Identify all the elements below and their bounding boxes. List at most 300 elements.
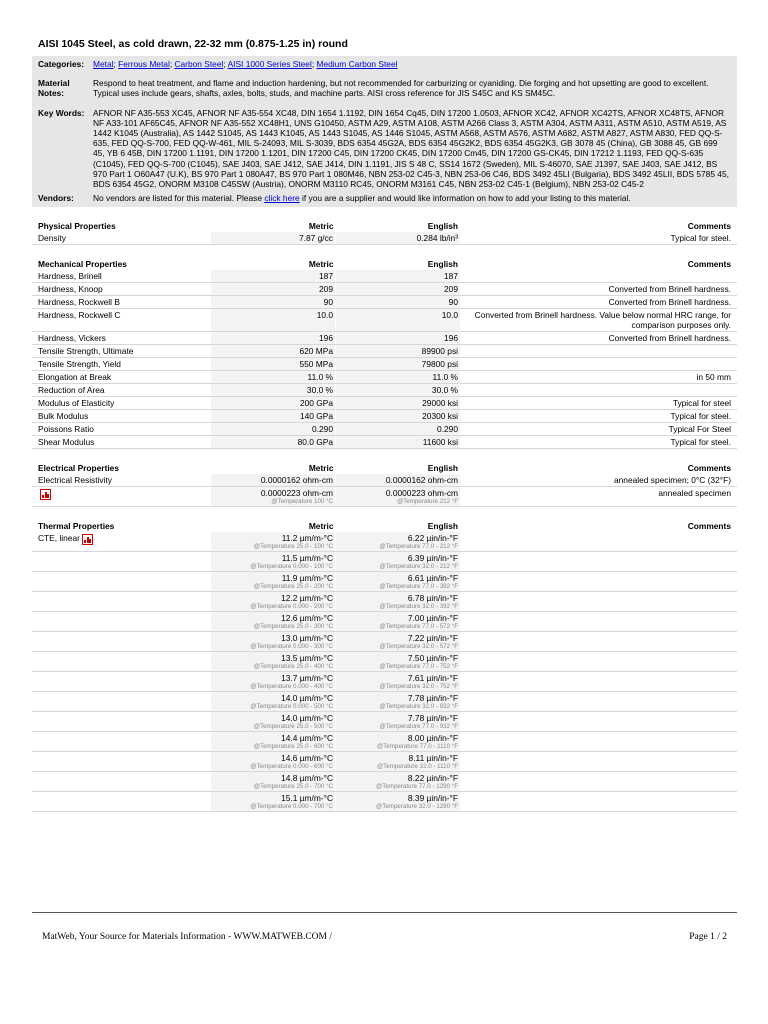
physical-properties-heading: Physical Properties bbox=[38, 221, 116, 232]
metric-value-cell bbox=[211, 712, 336, 732]
english-value: 196 bbox=[444, 333, 458, 344]
english-heading: English bbox=[427, 221, 458, 232]
chart-icon[interactable] bbox=[40, 489, 51, 500]
english-condition: @Temperature 32.0 - 1110 °F bbox=[376, 763, 458, 771]
electrical-properties-table bbox=[32, 461, 737, 507]
english-heading: English bbox=[427, 521, 458, 532]
metric-heading: Metric bbox=[308, 463, 334, 474]
english-value-cell bbox=[336, 423, 461, 436]
property-row bbox=[32, 474, 737, 487]
property-name-cell bbox=[32, 436, 211, 449]
property-name-cell bbox=[32, 672, 211, 692]
property-name: Hardness, Rockwell B bbox=[38, 297, 120, 308]
property-comment bbox=[460, 712, 737, 732]
english-value-cell bbox=[336, 384, 461, 397]
metric-condition: @Temperature 25.0 - 600 °C bbox=[253, 743, 333, 751]
key-words-text: AFNOR NF A35-553 XC45, AFNOR NF A35-554 XC48, DIN 1654 1.1192, DIN 1654 Cq45, DIN 17200 1.0503, AFNOR XC42, AFNOR XC42TS, AFNOR XC48TS, AFNOR NF A33-101 AF65C45, AFNOR NF A35-552 XC48H1, UNS G10450, ASTM A29, ASTM A108, ASTM A266 Class 3, ASTM A304, ASTM A311, ASTM A510, ASTM A519, AS 1442 K1045 (Australia), AS 1442 S1045, AS 1443 K1045, AS 1443 S1045, AS 1446 S1045, ASTM A568, ASTM A576, ASTM A682, ASTM A827, ASTM A830, FED QQ-S-635, FED QQ-S-700, FED QQ-W-461, MIL S-24093, MIL S-3039, BDS 6354 45G2A, BDS 6354 45G2K2, BDS 6354 45G2K3, GB 3078 45 (China), GB 3088 45, GB 699 45, YB 6 45B, DIN 17200 1.1191, DIN 17200 1.1201, DIN 17200 C45, DIN 17200 CK45, DIN 17200 Cm45, DIN 17200 GS-CK45, DIN 17212 1.1193, FED QQ-S-635 (C1045), FED QQ-S-700 (C1045), SAE J403, SAE J412, SAE J414, DIN 1.1191, JIS S 48 C, SS14 1672 (Sweden), MIL S-46070, SAE J1397, SAE J403, SAE J412, BS 970 Part 1 O60A47 (U.K), BS 970 Part 1 080A47, BS 970 Part 1 080M46, NBN 253-02 C45-3, NBN 253-06 C46, BDS 3492 45LI (Bulgaria), BDS 3492 45LII, BDS 5785 45, BDS 6354 45G2, ONORM M3108 C45SW (Austria), ONORM M3110 RC45, ONORM M3161 C45, NBN 253-02 C45-1 (Belgium), NBN 253-02 C45-2 bbox=[93, 107, 729, 190]
property-row bbox=[32, 270, 737, 283]
property-row bbox=[32, 371, 737, 384]
page-footer bbox=[32, 912, 737, 942]
metric-value: 0.290 bbox=[312, 424, 333, 435]
key-words-label: Key Words: bbox=[38, 107, 85, 118]
metric-condition: @Temperature 0.000 - 300 °C bbox=[250, 643, 333, 651]
metric-value-cell bbox=[211, 612, 336, 632]
property-name: Hardness, Knoop bbox=[38, 284, 103, 295]
property-row bbox=[32, 772, 737, 792]
info-box bbox=[32, 56, 737, 207]
english-value: 7.22 µin/in-°F bbox=[407, 633, 458, 644]
english-value: 7.00 µin/in-°F bbox=[407, 613, 458, 624]
metric-value-cell bbox=[211, 410, 336, 423]
property-name: Elongation at Break bbox=[38, 372, 112, 383]
metric-value: 550 MPa bbox=[299, 359, 333, 370]
english-value-cell bbox=[336, 397, 461, 410]
metric-value: 11.5 µm/m-°C bbox=[281, 553, 333, 564]
metric-value-cell bbox=[211, 632, 336, 652]
english-value: 6.39 µin/in-°F bbox=[407, 553, 458, 564]
property-name-cell bbox=[32, 358, 211, 371]
property-row bbox=[32, 384, 737, 397]
property-row bbox=[32, 572, 737, 592]
property-comment: Converted from Brinell hardness. bbox=[460, 332, 737, 345]
english-value: 0.290 bbox=[437, 424, 458, 435]
property-name: Modulus of Elasticity bbox=[38, 398, 115, 409]
metric-value: 12.6 µm/m-°C bbox=[281, 613, 333, 624]
category-link-carbon-steel[interactable]: Carbon Steel bbox=[174, 59, 224, 69]
property-name-cell bbox=[32, 410, 211, 423]
metric-value-cell bbox=[211, 345, 336, 358]
metric-condition: @Temperature 25.0 - 100 °C bbox=[253, 543, 333, 551]
property-row bbox=[32, 632, 737, 652]
property-name-cell bbox=[32, 345, 211, 358]
metric-condition: @Temperature 25.0 - 200 °C bbox=[253, 583, 333, 591]
metric-condition: @Temperature 0.000 - 200 °C bbox=[250, 603, 333, 611]
metric-heading: Metric bbox=[308, 221, 334, 232]
property-comment: Converted from Brinell hardness. Value below normal HRC range, for comparison purposes only. bbox=[460, 309, 737, 332]
property-name-cell bbox=[32, 752, 211, 772]
metric-value-cell bbox=[211, 309, 336, 332]
property-name-cell bbox=[32, 371, 211, 384]
vendors-click-here-link[interactable]: click here bbox=[264, 193, 300, 204]
metric-value-cell bbox=[211, 692, 336, 712]
property-comment bbox=[460, 632, 737, 652]
comments-heading: Comments bbox=[687, 521, 731, 532]
metric-value: 11.0 % bbox=[307, 372, 333, 383]
datasheet bbox=[32, 38, 737, 812]
english-value: 8.22 µin/in-°F bbox=[407, 773, 458, 784]
property-comment bbox=[460, 592, 737, 612]
property-name: Tensile Strength, Yield bbox=[38, 359, 121, 370]
property-comment: in 50 mm bbox=[460, 371, 737, 384]
metric-value-cell bbox=[211, 732, 336, 752]
footer-page-number: Page 1 / 2 bbox=[689, 932, 727, 942]
metric-value: 140 GPa bbox=[299, 411, 333, 422]
categories-links: Metal; Ferrous Metal; Carbon Steel; AISI 1000 Series Steel; Medium Carbon Steel bbox=[93, 59, 398, 69]
english-value-cell bbox=[336, 652, 461, 672]
property-row bbox=[32, 752, 737, 772]
metric-value-cell bbox=[211, 332, 336, 345]
metric-value: 11.2 µm/m-°C bbox=[281, 533, 333, 544]
metric-value: 30.0 % bbox=[306, 385, 333, 396]
chart-icon-bar bbox=[47, 494, 49, 498]
metric-condition: @Temperature 0.000 - 700 °C bbox=[250, 803, 333, 811]
metric-value-cell bbox=[211, 397, 336, 410]
property-name-cell bbox=[32, 732, 211, 752]
categories-row bbox=[38, 59, 731, 69]
electrical-properties-header bbox=[32, 461, 737, 474]
english-value-cell bbox=[336, 532, 461, 552]
english-value: 20300 ksi bbox=[422, 411, 458, 422]
metric-condition: @Temperature 0.000 - 400 °C bbox=[250, 683, 333, 691]
material-notes-text: Respond to heat treatment, and flame and induction hardening, but not recommended for carburizing or cyaniding. Die forging and hot upsetting are good to excellent. Typical uses include gears, shafts, axles, bolts, studs, and machine parts. AISI cross reference for JIS S45C and KS SM45C. bbox=[93, 78, 709, 99]
english-value-cell bbox=[336, 296, 461, 309]
electrical-properties-heading: Electrical Properties bbox=[38, 463, 119, 474]
property-name: Hardness, Rockwell C bbox=[38, 310, 121, 321]
metric-value-cell bbox=[211, 672, 336, 692]
property-name-cell bbox=[32, 487, 211, 507]
key-words-row bbox=[38, 108, 731, 190]
metric-value: 0.0000223 ohm-cm bbox=[260, 488, 333, 499]
metric-value-cell bbox=[211, 752, 336, 772]
metric-value: 620 MPa bbox=[299, 346, 333, 357]
material-title: AISI 1045 Steel, as cold drawn, 22-32 mm (0.875-1.25 in) round bbox=[38, 38, 348, 50]
metric-value: 13.0 µm/m-°C bbox=[281, 633, 333, 644]
english-value-cell bbox=[336, 358, 461, 371]
property-comment bbox=[460, 612, 737, 632]
property-row bbox=[32, 296, 737, 309]
chart-icon-bar bbox=[42, 495, 44, 498]
physical-properties-table bbox=[32, 219, 737, 245]
property-row bbox=[32, 672, 737, 692]
property-comment: Converted from Brinell hardness. bbox=[460, 296, 737, 309]
property-comment bbox=[460, 532, 737, 552]
english-value-cell bbox=[336, 371, 461, 384]
metric-value: 14.4 µm/m-°C bbox=[281, 733, 333, 744]
mechanical-properties-header bbox=[32, 257, 737, 270]
metric-condition: @Temperature 25.0 - 700 °C bbox=[253, 783, 333, 791]
property-name-cell bbox=[32, 309, 211, 332]
property-comment bbox=[460, 752, 737, 772]
metric-value: 12.2 µm/m-°C bbox=[281, 593, 333, 604]
english-value: 30.0 % bbox=[431, 385, 458, 396]
english-condition: @Temperature 77.0 - 932 °F bbox=[379, 723, 458, 731]
metric-value: 14.0 µm/m-°C bbox=[281, 693, 333, 704]
english-value: 6.22 µin/in-°F bbox=[407, 533, 458, 544]
property-row bbox=[32, 332, 737, 345]
property-comment: Typical for steel bbox=[460, 397, 737, 410]
property-row bbox=[32, 410, 737, 423]
vendors-label: Vendors: bbox=[38, 193, 74, 204]
metric-value-cell bbox=[211, 792, 336, 812]
metric-value: 13.5 µm/m-°C bbox=[281, 653, 333, 664]
metric-value: 187 bbox=[319, 271, 333, 282]
english-value: 7.50 µin/in-°F bbox=[407, 653, 458, 664]
property-name: Hardness, Brinell bbox=[38, 271, 102, 282]
property-name-cell bbox=[32, 423, 211, 436]
property-row bbox=[32, 792, 737, 812]
category-link-metal[interactable]: Metal bbox=[93, 59, 114, 69]
property-row bbox=[32, 612, 737, 632]
english-value-cell bbox=[336, 712, 461, 732]
metric-condition: @Temperature 0.000 - 100 °C bbox=[250, 563, 333, 571]
metric-value: 14.8 µm/m-°C bbox=[281, 773, 333, 784]
property-row bbox=[32, 309, 737, 332]
english-value: 8.11 µin/in-°F bbox=[408, 753, 458, 764]
english-value-cell bbox=[336, 752, 461, 772]
property-comment: annealed specimen bbox=[460, 487, 737, 507]
metric-value: 15.1 µm/m-°C bbox=[281, 793, 333, 804]
material-notes-row bbox=[38, 78, 731, 98]
property-comment bbox=[460, 345, 737, 358]
vendors-text-after: if you are a supplier and would like information on how to add your listing to this material. bbox=[299, 193, 631, 204]
metric-value-cell bbox=[211, 283, 336, 296]
property-row bbox=[32, 592, 737, 612]
property-name-cell bbox=[32, 283, 211, 296]
property-name: CTE, linear bbox=[38, 533, 80, 544]
english-condition: @Temperature 32.0 - 392 °F bbox=[379, 603, 458, 611]
english-value: 0.0000223 ohm-cm bbox=[385, 488, 458, 499]
property-name: Reduction of Area bbox=[38, 385, 105, 396]
vendors-row bbox=[38, 193, 731, 203]
english-value-cell bbox=[336, 692, 461, 712]
property-comment bbox=[460, 732, 737, 752]
thermal-properties-header bbox=[32, 519, 737, 532]
english-value-cell bbox=[336, 332, 461, 345]
english-value-cell bbox=[336, 487, 461, 507]
property-row bbox=[32, 487, 737, 507]
metric-value-cell bbox=[211, 532, 336, 552]
property-row bbox=[32, 552, 737, 572]
property-name-cell bbox=[32, 474, 211, 487]
material-notes-label: Material Notes: bbox=[38, 78, 70, 99]
english-value-cell bbox=[336, 436, 461, 449]
physical-properties-header bbox=[32, 219, 737, 232]
property-comment bbox=[460, 552, 737, 572]
english-value-cell bbox=[336, 732, 461, 752]
metric-value-cell bbox=[211, 371, 336, 384]
english-value-cell bbox=[336, 792, 461, 812]
english-condition: @Temperature 77.0 - 1290 °F bbox=[375, 783, 458, 791]
property-name-cell bbox=[32, 632, 211, 652]
english-value-cell bbox=[336, 552, 461, 572]
metric-value-cell bbox=[211, 772, 336, 792]
property-row bbox=[32, 232, 737, 245]
property-row bbox=[32, 712, 737, 732]
property-comment: Typical For Steel bbox=[460, 423, 737, 436]
property-name: Density bbox=[38, 233, 66, 244]
metric-value-cell bbox=[211, 436, 336, 449]
english-condition: @Temperature 77.0 - 1110 °F bbox=[376, 743, 458, 751]
metric-value: 14.0 µm/m-°C bbox=[281, 713, 333, 724]
property-name-cell bbox=[32, 712, 211, 732]
property-name-cell bbox=[32, 332, 211, 345]
vendors-text-before: No vendors are listed for this material. Please bbox=[93, 193, 265, 204]
english-condition: @Temperature 32.0 - 212 °F bbox=[379, 563, 458, 571]
property-name-cell bbox=[32, 652, 211, 672]
property-row bbox=[32, 423, 737, 436]
english-value: 11.0 % bbox=[432, 372, 458, 383]
english-value-cell bbox=[336, 592, 461, 612]
english-value-cell bbox=[336, 672, 461, 692]
english-value: 79800 psi bbox=[421, 359, 458, 370]
english-heading: English bbox=[427, 463, 458, 474]
english-value-cell bbox=[336, 612, 461, 632]
mechanical-properties-heading: Mechanical Properties bbox=[38, 259, 127, 270]
chart-icon[interactable] bbox=[82, 534, 93, 545]
english-value: 11600 ksi bbox=[422, 437, 458, 448]
property-comment bbox=[460, 792, 737, 812]
property-name-cell bbox=[32, 792, 211, 812]
metric-value-cell bbox=[211, 232, 336, 245]
property-name-cell bbox=[32, 592, 211, 612]
property-name: Tensile Strength, Ultimate bbox=[38, 346, 134, 357]
thermal-properties-heading: Thermal Properties bbox=[38, 521, 115, 532]
property-row bbox=[32, 732, 737, 752]
property-name-cell bbox=[32, 296, 211, 309]
property-row bbox=[32, 692, 737, 712]
property-comment: Typical for steel. bbox=[460, 410, 737, 423]
property-row bbox=[32, 345, 737, 358]
metric-value: 196 bbox=[319, 333, 333, 344]
property-comment bbox=[460, 572, 737, 592]
property-comment bbox=[460, 692, 737, 712]
metric-value-cell bbox=[211, 652, 336, 672]
property-name-cell bbox=[32, 612, 211, 632]
metric-condition: @Temperature 25.0 - 300 °C bbox=[253, 623, 333, 631]
english-value: 90 bbox=[448, 297, 458, 308]
property-row bbox=[32, 652, 737, 672]
property-comment bbox=[460, 672, 737, 692]
thermal-properties-table bbox=[32, 519, 737, 812]
metric-value-cell bbox=[211, 572, 336, 592]
metric-heading: Metric bbox=[308, 521, 334, 532]
english-value: 6.78 µin/in-°F bbox=[407, 593, 458, 604]
vendors-text bbox=[93, 193, 731, 203]
english-value-cell bbox=[336, 572, 461, 592]
property-name: Shear Modulus bbox=[38, 437, 95, 448]
english-value: 7.61 µin/in-°F bbox=[407, 673, 458, 684]
english-condition: @Temperature 32.0 - 752 °F bbox=[379, 683, 458, 691]
metric-heading: Metric bbox=[308, 259, 334, 270]
metric-value: 10.0 bbox=[316, 310, 333, 321]
property-row bbox=[32, 436, 737, 449]
english-value: 187 bbox=[444, 271, 458, 282]
english-condition: @Temperature 32.0 - 572 °F bbox=[379, 643, 458, 651]
metric-value: 13.7 µm/m-°C bbox=[281, 673, 333, 684]
english-condition: @Temperature 77.0 - 392 °F bbox=[379, 583, 458, 591]
category-link-aisi-1000[interactable]: AISI 1000 Series Steel bbox=[227, 59, 312, 69]
property-row bbox=[32, 532, 737, 552]
metric-value-cell bbox=[211, 592, 336, 612]
metric-value-cell bbox=[211, 474, 336, 487]
metric-value: 7.87 g/cc bbox=[299, 233, 333, 244]
chart-icon-bar bbox=[84, 540, 86, 543]
metric-value: 14.6 µm/m-°C bbox=[281, 753, 333, 764]
property-name-cell bbox=[32, 397, 211, 410]
property-name: Hardness, Vickers bbox=[38, 333, 106, 344]
english-value: 0.0000162 ohm-cm bbox=[385, 475, 458, 486]
property-comment bbox=[460, 772, 737, 792]
metric-value-cell bbox=[211, 487, 336, 507]
english-value-cell bbox=[336, 772, 461, 792]
metric-condition: @Temperature 0.000 - 500 °C bbox=[250, 703, 333, 711]
english-condition: @Temperature 32.0 - 932 °F bbox=[379, 703, 458, 711]
metric-value-cell bbox=[211, 296, 336, 309]
property-comment bbox=[460, 384, 737, 397]
property-name: Electrical Resistivity bbox=[38, 475, 112, 486]
metric-condition: @Temperature 25.0 - 400 °C bbox=[253, 663, 333, 671]
property-name: Bulk Modulus bbox=[38, 411, 89, 422]
property-comment bbox=[460, 358, 737, 371]
metric-value-cell bbox=[211, 384, 336, 397]
metric-value: 90 bbox=[323, 297, 333, 308]
metric-condition: @Temperature 100 °C bbox=[271, 498, 333, 506]
comments-heading: Comments bbox=[687, 259, 731, 270]
english-value: 209 bbox=[444, 284, 458, 295]
metric-value: 11.9 µm/m-°C bbox=[281, 573, 333, 584]
footer-source-text: MatWeb, Your Source for Materials Information - WWW.MATWEB.COM / bbox=[42, 932, 332, 942]
metric-value-cell bbox=[211, 270, 336, 283]
property-name-cell bbox=[32, 572, 211, 592]
metric-value-cell bbox=[211, 552, 336, 572]
english-value-cell bbox=[336, 345, 461, 358]
english-value: 10.0 bbox=[441, 310, 458, 321]
property-comment: Typical for steel. bbox=[460, 436, 737, 449]
category-link-ferrous-metal[interactable]: Ferrous Metal bbox=[118, 59, 170, 69]
comments-heading: Comments bbox=[687, 221, 731, 232]
property-name-cell bbox=[32, 552, 211, 572]
english-value: 7.78 µin/in-°F bbox=[407, 713, 458, 724]
property-name-cell bbox=[32, 692, 211, 712]
metric-value: 209 bbox=[319, 284, 333, 295]
english-condition: @Temperature 77.0 - 752 °F bbox=[379, 663, 458, 671]
property-comment: Converted from Brinell hardness. bbox=[460, 283, 737, 296]
property-name-cell bbox=[32, 772, 211, 792]
english-value: 7.78 µin/in-°F bbox=[407, 693, 458, 704]
metric-value-cell bbox=[211, 358, 336, 371]
english-value: 0.284 lb/in³ bbox=[416, 233, 458, 244]
english-value-cell bbox=[336, 283, 461, 296]
property-name-cell bbox=[32, 532, 211, 552]
property-comment: Typical for steel. bbox=[460, 232, 737, 245]
property-row bbox=[32, 358, 737, 371]
category-link-medium-carbon-steel[interactable]: Medium Carbon Steel bbox=[316, 59, 398, 69]
english-value-cell bbox=[336, 632, 461, 652]
english-value-cell bbox=[336, 270, 461, 283]
metric-condition: @Temperature 0.000 - 600 °C bbox=[250, 763, 333, 771]
categories-label: Categories: bbox=[38, 59, 85, 69]
chart-icon-bar bbox=[89, 539, 91, 543]
english-value-cell bbox=[336, 474, 461, 487]
english-value-cell bbox=[336, 410, 461, 423]
mechanical-properties-table bbox=[32, 257, 737, 449]
english-value-cell bbox=[336, 232, 461, 245]
property-name-cell bbox=[32, 270, 211, 283]
property-row bbox=[32, 283, 737, 296]
english-value: 6.61 µin/in-°F bbox=[407, 573, 458, 584]
english-value-cell bbox=[336, 309, 461, 332]
english-condition: @Temperature 212 °F bbox=[396, 498, 458, 506]
comments-heading: Comments bbox=[687, 463, 731, 474]
metric-value: 200 GPa bbox=[299, 398, 333, 409]
metric-value-cell bbox=[211, 423, 336, 436]
english-value: 8.39 µin/in-°F bbox=[407, 793, 458, 804]
metric-value: 80.0 GPa bbox=[297, 437, 333, 448]
english-condition: @Temperature 77.0 - 572 °F bbox=[379, 623, 458, 631]
metric-value: 0.0000162 ohm-cm bbox=[260, 475, 333, 486]
property-name: Poissons Ratio bbox=[38, 424, 94, 435]
property-comment bbox=[460, 270, 737, 283]
